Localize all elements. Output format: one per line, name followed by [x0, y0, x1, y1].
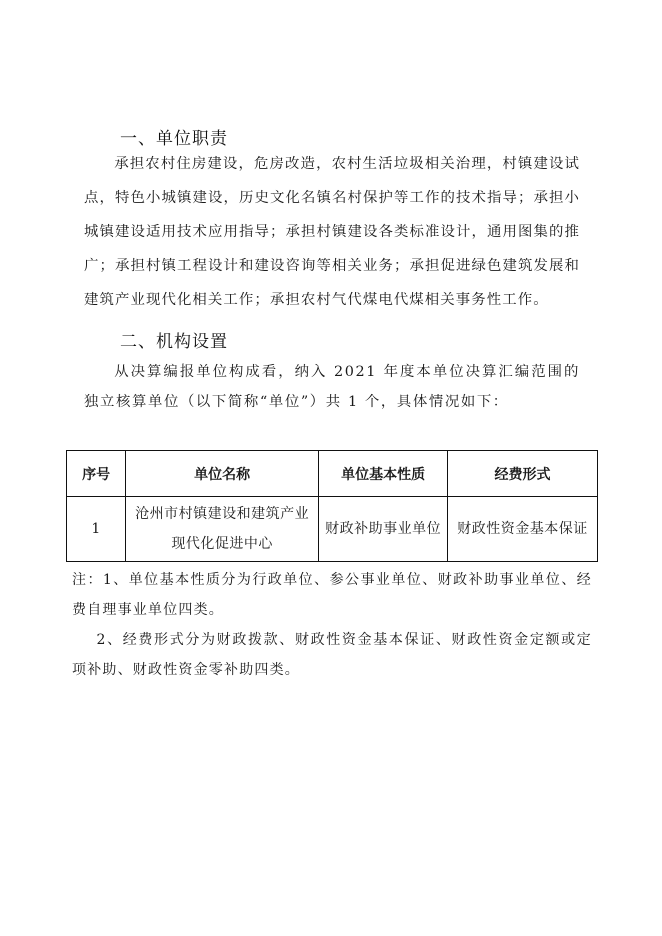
cell-no: 1 — [67, 497, 126, 562]
organization-paragraph: 从决算编报单位构成看，纳入 2021 年度本单位决算汇编范围的独立核算单位（以下简称“单位”）共 1 个，具体情况如下： — [84, 364, 580, 410]
note-funding-form: 2、经费形式分为财政拨款、财政性资金基本保证、财政性资金定额或定项补助、财政性资金零补助四类。 — [72, 632, 592, 678]
header-unit-nature: 单位基本性质 — [319, 451, 448, 497]
units-table — [66, 450, 598, 562]
header-funding-form: 经费形式 — [448, 451, 598, 497]
note-unit-nature: 注：1、单位基本性质分为行政单位、参公事业单位、财政补助事业单位、经费自理事业单位四类。 — [72, 572, 592, 618]
header-no: 序号 — [67, 451, 126, 497]
section-heading-organization: 二、机构设置 — [120, 332, 228, 352]
cell-unit-nature: 财政补助事业单位 — [319, 497, 448, 562]
header-unit-name: 单位名称 — [126, 451, 319, 497]
table-header-row — [67, 451, 598, 497]
cell-unit-name: 沧州市村镇建设和建筑产业现代化促进中心 — [126, 497, 319, 562]
duties-paragraph: 承担农村住房建设，危房改造，农村生活垃圾相关治理，村镇建设试点，特色小城镇建设，历史文化名镇名村保护等工作的技术指导；承担小城镇建设适用技术应用指导；承担村镇建设各类标准设计，通用图集的推广；承担村镇工程设计和建设咨询等相关业务；承担促进绿色建筑发展和建筑产业现代化相关工作；承担农村气代煤电代煤相关事务性工作。 — [84, 156, 580, 308]
section-heading-duties: 一、单位职责 — [120, 129, 228, 149]
cell-funding-form: 财政性资金基本保证 — [448, 497, 598, 562]
table-row — [67, 497, 598, 562]
